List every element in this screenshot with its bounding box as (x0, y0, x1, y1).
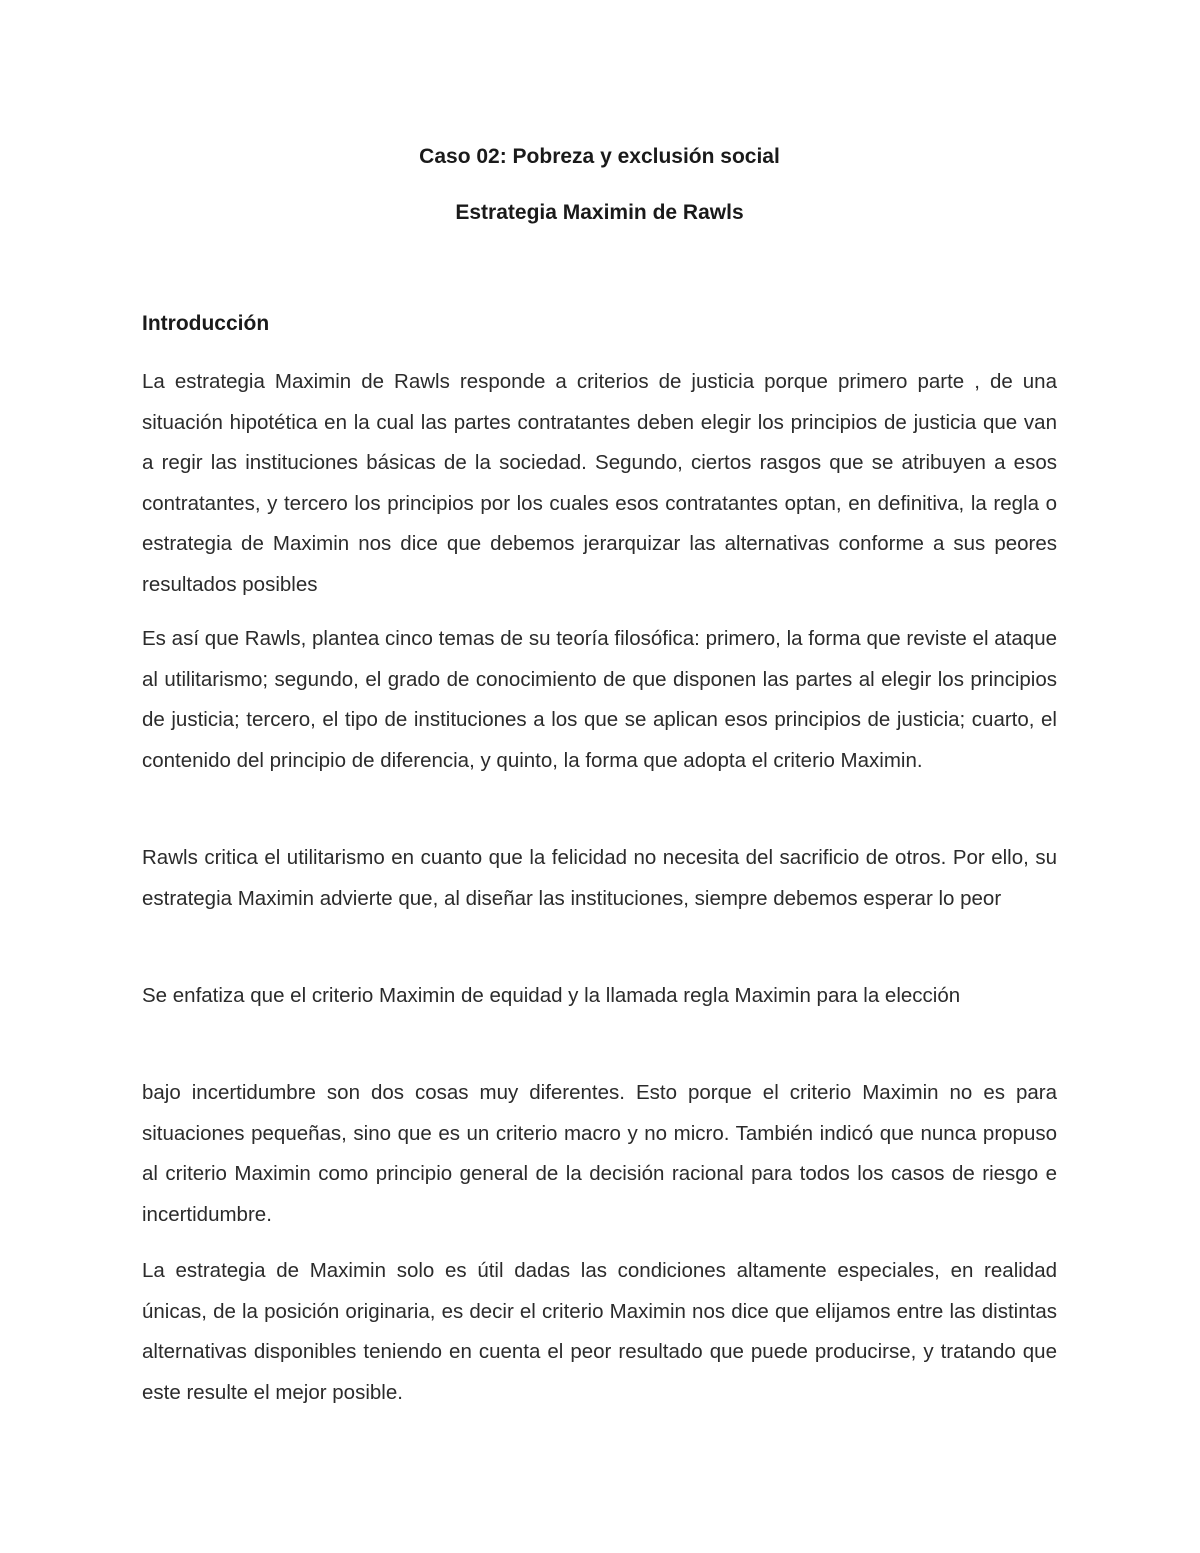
paragraph-6: La estrategia de Maximin solo es útil dadas las condiciones altamente especiales, en realidad únicas, de la posición originaria, es decir el criterio Maximin nos dice que elijamos entre las distintas alternativas disponibles teniendo en cuenta el peor resultado que puede producirse, y tratando que este resulte el mejor posible. (142, 1259, 1057, 1404)
document-title: Caso 02: Pobreza y exclusión social (419, 145, 780, 168)
paragraph-5: bajo incertidumbre son dos cosas muy diferentes. Esto porque el criterio Maximin no es para situaciones pequeñas, sino que es un criterio macro y no micro. También indicó que nunca propuso al criterio Maximin como principio general de la decisión racional para todos los casos de riesgo e incertidumbre. (142, 1081, 1057, 1226)
paragraph-2: Es así que Rawls, plantea cinco temas de su teoría filosófica: primero, la forma que reviste el ataque al utilitarismo; segundo, el grado de conocimiento de que disponen las partes al elegir los principios de justicia; tercero, el tipo de instituciones a los que se aplican esos principios de justicia; cuarto, el contenido del principio de diferencia, y quinto, la forma que adopta el criterio Maximin. (142, 627, 1057, 772)
paragraph-4: Se enfatiza que el criterio Maximin de equidad y la llamada regla Maximin para la elección (142, 984, 961, 1007)
document-subtitle: Estrategia Maximin de Rawls (455, 201, 744, 224)
section-heading-introduccion: Introducción (142, 312, 270, 335)
paragraph-1: La estrategia Maximin de Rawls responde a criterios de justicia porque primero parte , de una situación hipotética en la cual las partes contratantes deben elegir los principios de justicia que van a regir las instituciones básicas de la sociedad. Segundo, ciertos rasgos que se atribuyen a esos contratantes, y tercero los principios por los cuales esos contratantes optan, en definitiva, la regla o estrategia de Maximin nos dice que debemos jerarquizar las alternativas conforme a sus peores resultados posibles (142, 370, 1057, 596)
paragraph-3: Rawls critica el utilitarismo en cuanto que la felicidad no necesita del sacrificio de otros. Por ello, su estrategia Maximin advierte que, al diseñar las instituciones, siempre debemos esperar lo peor (142, 846, 1057, 910)
